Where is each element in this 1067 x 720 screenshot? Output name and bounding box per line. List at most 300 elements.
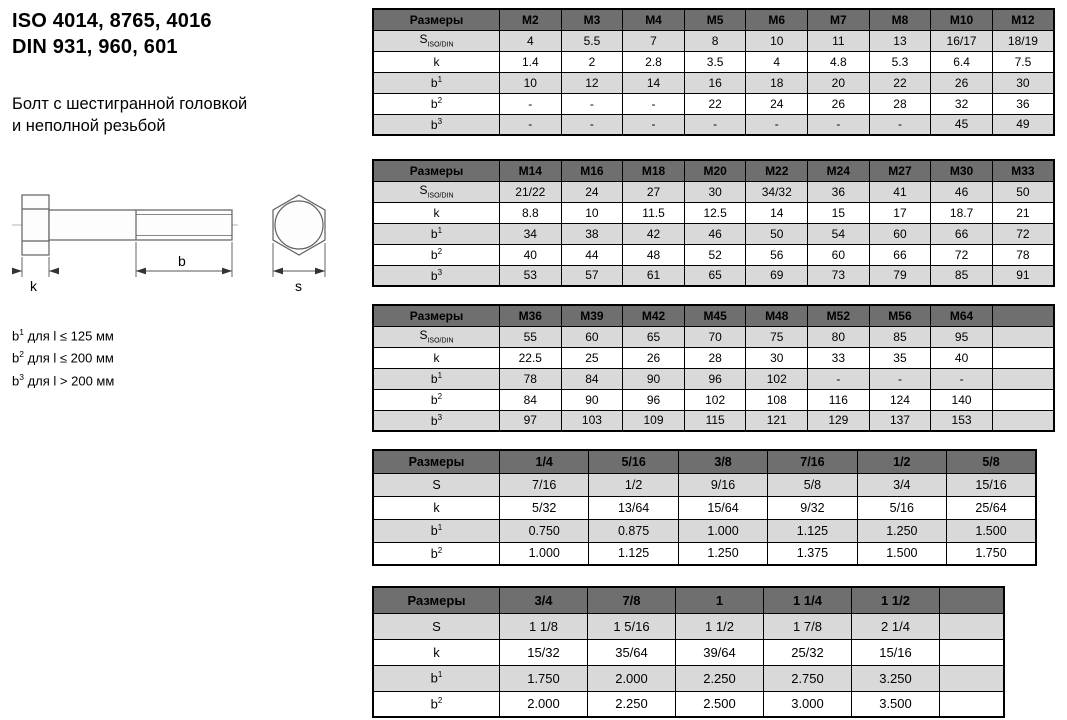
column-header: M27 [869,160,931,181]
column-header: 1/2 [857,450,946,473]
cell-value: 1.000 [678,519,767,542]
table-row [373,665,1004,691]
table-row [373,347,1054,368]
drawing-labels [30,253,302,294]
cell-value: 33 [808,347,870,368]
b-dimension-label: b [178,253,186,269]
column-header: 3/8 [678,450,767,473]
column-header: 1 1/4 [764,587,852,613]
din-standards-line: DIN 931, 960, 601 [12,36,178,58]
cell-value: 1/2 [589,473,678,496]
table-row [373,473,1036,496]
row-label: k [373,51,500,72]
cell-value: - [561,114,623,135]
left-panel [12,8,364,390]
cell-value: 84 [561,368,623,389]
table-row [373,181,1054,202]
column-header: M7 [808,9,870,30]
cell-value: 5/32 [500,496,589,519]
cell-value: 2.000 [588,665,676,691]
cell-value: 12 [561,72,623,93]
cell-value: 15/64 [678,496,767,519]
row-label: $b^1$ [373,72,500,93]
cell-value: 10 [561,202,623,223]
column-header: M24 [808,160,870,181]
cell-value: 102 [746,368,808,389]
table-header-label: Размеры [373,9,500,30]
column-header: M64 [931,305,993,326]
cell-value: 116 [808,389,870,410]
cell-value [992,410,1054,431]
footnote-b3: $b^3$ для l > 200 мм [12,371,115,388]
cell-value: 9/16 [678,473,767,496]
cell-value: 3/4 [857,473,946,496]
cell-value: 1.000 [500,542,589,565]
cell-value: 14 [623,72,685,93]
cell-value: 4 [500,30,562,51]
cell-value: 48 [623,244,685,265]
row-label: k [373,496,500,519]
cell-value: 54 [808,223,870,244]
cell-value: - [869,114,931,135]
dimension-table [372,304,1055,432]
cell-value: - [623,114,685,135]
column-header: 1 [676,587,764,613]
table-row [373,389,1054,410]
cell-value: 61 [623,265,685,286]
cell-value: 1.125 [768,519,857,542]
dimension-table [372,8,1055,136]
cell-value: 17 [869,202,931,223]
column-header: M36 [500,305,562,326]
cell-value: 11 [808,30,870,51]
column-header: M20 [684,160,746,181]
column-header: M16 [561,160,623,181]
cell-value: 1 7/8 [764,613,852,639]
column-header: M33 [992,160,1054,181]
product-description [12,93,364,137]
bolt-head-side [22,195,49,255]
cell-value: 0.750 [500,519,589,542]
cell-value: 69 [746,265,808,286]
cell-value: 80 [808,326,870,347]
column-header: M52 [808,305,870,326]
cell-value: 25/64 [947,496,1036,519]
cell-value: 1 5/16 [588,613,676,639]
cell-value: 60 [808,244,870,265]
cell-value: 13/64 [589,496,678,519]
table-row [373,542,1036,565]
bolt-end-view [273,195,325,255]
s-dimension-label: s [295,278,302,294]
cell-value: 1.750 [947,542,1036,565]
table-row [373,265,1054,286]
cell-value: 115 [684,410,746,431]
cell-value: - [500,93,562,114]
table-header-label: Размеры [373,305,500,326]
cell-value: 96 [623,389,685,410]
cell-value: 103 [561,410,623,431]
cell-value: 90 [623,368,685,389]
column-header: M2 [500,9,562,30]
cell-value: 60 [561,326,623,347]
cell-value: 90 [561,389,623,410]
cell-value: 102 [684,389,746,410]
cell-value: 2.000 [500,691,588,717]
cell-value: 28 [684,347,746,368]
column-header [992,305,1054,326]
table-row [373,244,1054,265]
cell-value: 18 [746,72,808,93]
row-label: $b^3$ [373,410,500,431]
row-label: $b^2$ [373,691,500,717]
row-label: S [373,613,500,639]
table-row [373,223,1054,244]
cell-value: 27 [623,181,685,202]
table-row [373,410,1054,431]
cell-value: 60 [869,223,931,244]
cell-value: 13 [869,30,931,51]
cell-value: - [623,93,685,114]
cell-value: 1 1/8 [500,613,588,639]
cell-value: 65 [623,326,685,347]
table-row [373,519,1036,542]
cell-value: 72 [992,223,1054,244]
table-header-row [373,450,1036,473]
cell-value: 108 [746,389,808,410]
cell-value: 26 [808,93,870,114]
table-row [373,93,1054,114]
cell-value: 2.250 [588,691,676,717]
cell-value: 22.5 [500,347,562,368]
row-label: k [373,202,500,223]
cell-value: 1.4 [500,51,562,72]
dimension-table [372,449,1037,566]
column-header: 1/4 [500,450,589,473]
cell-value: 137 [869,410,931,431]
cell-value: 57 [561,265,623,286]
cell-value: 95 [931,326,993,347]
column-header: 5/16 [589,450,678,473]
cell-value: 7/16 [500,473,589,496]
cell-value: 41 [869,181,931,202]
cell-value: - [746,114,808,135]
cell-value: 153 [931,410,993,431]
tables-panel [372,8,1055,718]
table-row [373,202,1054,223]
cell-value: 53 [500,265,562,286]
cell-value: 1.250 [678,542,767,565]
row-label: S [373,473,500,496]
cell-value: 36 [992,93,1054,114]
cell-value: 1.125 [589,542,678,565]
cell-value: 16 [684,72,746,93]
cell-value: 15/16 [947,473,1036,496]
row-label: $b^2$ [373,542,500,565]
cell-value: 38 [561,223,623,244]
column-header: M14 [500,160,562,181]
column-header: M6 [746,9,808,30]
cell-value: 2.8 [623,51,685,72]
page-title [12,8,364,60]
column-header: M8 [869,9,931,30]
cell-value: 8 [684,30,746,51]
row-label: $b^1$ [373,223,500,244]
cell-value [940,613,1005,639]
cell-value: 34/32 [746,181,808,202]
cell-value: 5.5 [561,30,623,51]
table-row [373,30,1054,51]
cell-value: - [561,93,623,114]
table-header-row [373,587,1004,613]
iso-standards-line: ISO 4014, 8765, 4016 [12,10,212,32]
cell-value: 30 [746,347,808,368]
hex-head-outline [273,195,325,255]
row-label: $S_{ISO/DIN}$ [373,30,500,51]
cell-value: 78 [500,368,562,389]
cell-value: 15/32 [500,639,588,665]
column-header [940,587,1005,613]
cell-value: 79 [869,265,931,286]
cell-value: 8.8 [500,202,562,223]
cell-value: 85 [931,265,993,286]
cell-value: 34 [500,223,562,244]
cell-value: 52 [684,244,746,265]
metric-table-m36-m64 [372,304,1055,432]
table-header-label: Размеры [373,587,500,613]
cell-value: 14 [746,202,808,223]
table-row [373,639,1004,665]
cell-value: 96 [684,368,746,389]
cell-value: 84 [500,389,562,410]
description-line-2: и неполной резьбой [12,117,166,135]
cell-value: 22 [684,93,746,114]
column-header: M22 [746,160,808,181]
cell-value: 18.7 [931,202,993,223]
metric-table-m2-m12 [372,8,1055,136]
footnotes [12,323,364,390]
cell-value: 45 [931,114,993,135]
column-header: M5 [684,9,746,30]
cell-value: 3.5 [684,51,746,72]
description-line-1: Болт с шестигранной головкой [12,95,248,113]
cell-value: 21/22 [500,181,562,202]
table-row [373,51,1054,72]
cell-value: 0.875 [589,519,678,542]
cell-value [992,326,1054,347]
cell-value: 1.250 [857,519,946,542]
footnote-b2: $b^2$ для l ≤ 200 мм [12,349,114,366]
cell-value: 15/16 [852,639,940,665]
cell-value: - [500,114,562,135]
table-row [373,691,1004,717]
cell-value: 4 [746,51,808,72]
cell-value: 9/32 [768,496,857,519]
row-label: $b^3$ [373,114,500,135]
cell-value: - [684,114,746,135]
row-label: k [373,639,500,665]
footnote-b1: $b^1$ для l ≤ 125 мм [12,327,114,344]
table-row [373,496,1036,519]
row-label: $b^2$ [373,389,500,410]
column-header: M30 [931,160,993,181]
cell-value [992,368,1054,389]
column-header: M12 [992,9,1054,30]
cell-value: 6.4 [931,51,993,72]
cell-value: 15 [808,202,870,223]
cell-value: 78 [992,244,1054,265]
cell-value: 124 [869,389,931,410]
cell-value: 42 [623,223,685,244]
cell-value: 91 [992,265,1054,286]
cell-value: 46 [684,223,746,244]
column-header: 5/8 [947,450,1036,473]
column-header: M45 [684,305,746,326]
cell-value: 2 1/4 [852,613,940,639]
cell-value: 28 [869,93,931,114]
dimension-table [372,159,1055,287]
cell-value: 20 [808,72,870,93]
row-label: $S_{ISO/DIN}$ [373,181,500,202]
cell-value [992,389,1054,410]
cell-value: 25 [561,347,623,368]
cell-value: 72 [931,244,993,265]
column-header: 1 1/2 [852,587,940,613]
cell-value: 1 1/2 [676,613,764,639]
cell-value: 46 [931,181,993,202]
cell-value: 65 [684,265,746,286]
cell-value: - [808,368,870,389]
table-header-row [373,305,1054,326]
cell-value: 12.5 [684,202,746,223]
cell-value: 25/32 [764,639,852,665]
cell-value: 30 [992,72,1054,93]
cell-value: 97 [500,410,562,431]
column-header: M4 [623,9,685,30]
cell-value: 40 [500,244,562,265]
cell-value: 10 [746,30,808,51]
row-label: $b^3$ [373,265,500,286]
cell-value: 4.8 [808,51,870,72]
cell-value: 35/64 [588,639,676,665]
row-label: $b^2$ [373,244,500,265]
cell-value: 16/17 [931,30,993,51]
table-row [373,613,1004,639]
cell-value: 85 [869,326,931,347]
cell-value: 70 [684,326,746,347]
cell-value: 5/16 [857,496,946,519]
cell-value: 24 [746,93,808,114]
column-header: M56 [869,305,931,326]
cell-value: 26 [623,347,685,368]
cell-value: 121 [746,410,808,431]
row-label: $b^1$ [373,519,500,542]
cell-value [940,639,1005,665]
cell-value: 30 [684,181,746,202]
column-header: M48 [746,305,808,326]
cell-value: - [869,368,931,389]
column-header: M18 [623,160,685,181]
table-header-label: Размеры [373,160,500,181]
cell-value [940,665,1005,691]
cell-value: 56 [746,244,808,265]
cell-value: 109 [623,410,685,431]
cell-value: 73 [808,265,870,286]
cell-value: 39/64 [676,639,764,665]
cell-value: 49 [992,114,1054,135]
cell-value: 26 [931,72,993,93]
cell-value: 21 [992,202,1054,223]
metric-table-m14-m33 [372,159,1055,287]
cell-value: - [808,114,870,135]
column-header: M10 [931,9,993,30]
cell-value: 22 [869,72,931,93]
row-label: $b^1$ [373,665,500,691]
cell-value: 50 [992,181,1054,202]
cell-value: 7 [623,30,685,51]
cell-value: 2.750 [764,665,852,691]
table-row [373,114,1054,135]
inch-table-3-4-to-1-1-2 [372,586,1055,718]
inch-table-quarter-to-5-8 [372,449,1055,566]
cell-value: 40 [931,347,993,368]
cell-value: 3.500 [852,691,940,717]
cell-value: 55 [500,326,562,347]
cell-value: 10 [500,72,562,93]
column-header: 3/4 [500,587,588,613]
cell-value: 35 [869,347,931,368]
table-row [373,326,1054,347]
cell-value: 140 [931,389,993,410]
cell-value: 75 [746,326,808,347]
cell-value: 44 [561,244,623,265]
k-dimension-label: k [30,278,37,294]
cell-value: 129 [808,410,870,431]
cell-value: 5/8 [768,473,857,496]
table-header-label: Размеры [373,450,500,473]
cell-value [940,691,1005,717]
cell-value: 32 [931,93,993,114]
cell-value: 1.500 [947,519,1036,542]
cell-value: 2.250 [676,665,764,691]
column-header: M3 [561,9,623,30]
cell-value: - [931,368,993,389]
cell-value: 18/19 [992,30,1054,51]
table-header-row [373,9,1054,30]
table-header-row [373,160,1054,181]
cell-value: 1.500 [857,542,946,565]
cell-value: 1.750 [500,665,588,691]
column-header: M42 [623,305,685,326]
row-label: k [373,347,500,368]
cell-value [992,347,1054,368]
column-header: 7/8 [588,587,676,613]
column-header: 7/16 [768,450,857,473]
cell-value: 50 [746,223,808,244]
cell-value: 24 [561,181,623,202]
table-row [373,368,1054,389]
cell-value: 2 [561,51,623,72]
cell-value: 3.000 [764,691,852,717]
cell-value: 2.500 [676,691,764,717]
cell-value: 66 [869,244,931,265]
cell-value: 11.5 [623,202,685,223]
cell-value: 66 [931,223,993,244]
row-label: $b^1$ [373,368,500,389]
cell-value: 7.5 [992,51,1054,72]
bolt-side-view [12,195,238,255]
cell-value: 3.250 [852,665,940,691]
